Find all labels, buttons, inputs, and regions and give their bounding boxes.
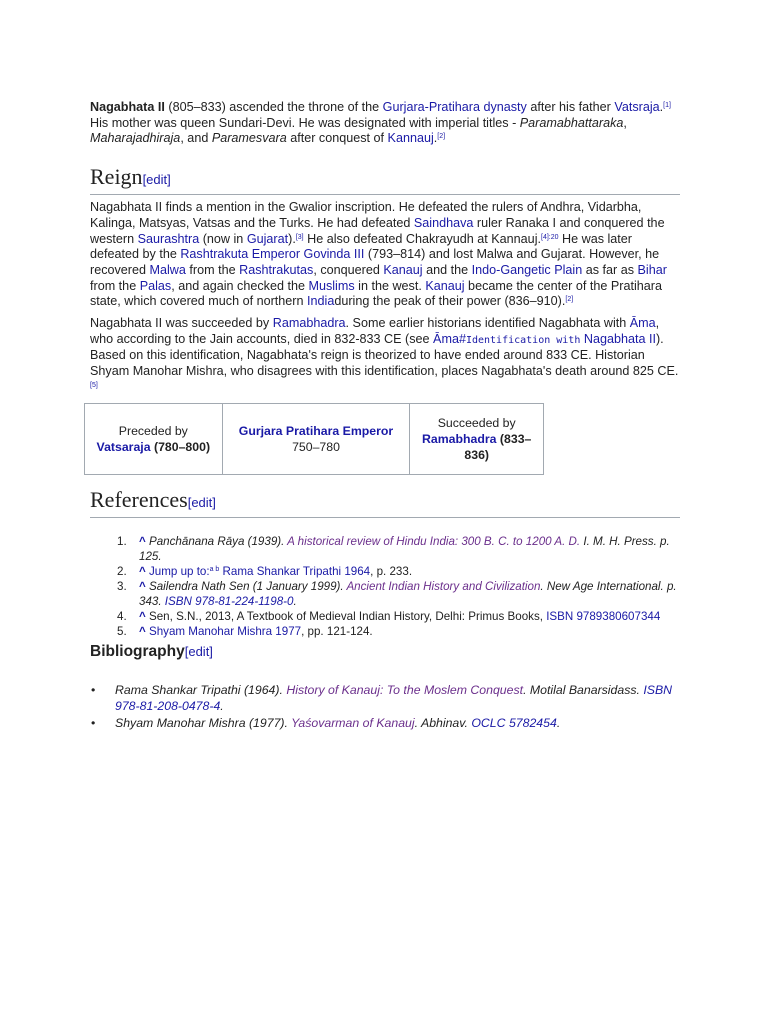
citation-3[interactable]: [3]	[295, 233, 304, 241]
bib-link-history-of-kanauj[interactable]: History of Kanauj: To the Moslem Conquest	[286, 682, 524, 697]
bibliography-item: • Rama Shankar Tripathi (1964). History of Kanauj: To the Moslem Conquest. Motilal Banarsidass. ISBN 978-81-208-0478-4.	[91, 682, 673, 714]
link-vatsaraja[interactable]: Vatsaraja	[96, 439, 151, 454]
reference-item: 4. ^ Sen, S.N., 2013, A Textbook of Medieval Indian History, Delhi: Primus Books, ISBN 9789380607344	[117, 609, 661, 623]
citation-2b[interactable]: [2]	[565, 296, 574, 304]
link-vatsraja[interactable]: Vatsraja	[614, 100, 660, 114]
link-kannauj[interactable]: Kannauj	[387, 131, 434, 146]
link-indo-gangetic-plain[interactable]: Indo-Gangetic Plain	[471, 262, 583, 277]
link-gurjara-pratihara-emperor[interactable]: Gurjara Pratihara Emperor	[238, 423, 394, 438]
references-edit-link[interactable]: [edit]	[187, 494, 216, 510]
link-ama[interactable]: Āma	[629, 316, 656, 331]
reference-item: 2. ^ Jump up to:$^{a b}$ Rama Shankar Tripathi 1964, p. 233.	[117, 564, 413, 578]
backlink-caret[interactable]: ^	[139, 534, 146, 548]
link-saindhava[interactable]: Saindhava	[413, 215, 474, 230]
succeeded-by-cell: Succeeded by Ramabhadra (833–836)	[410, 403, 544, 474]
references-heading: References[edit]	[90, 487, 680, 518]
reign-edit-link[interactable]: [edit]	[142, 172, 171, 188]
link-muslims[interactable]: Muslims	[308, 278, 355, 293]
isbn-number-link[interactable]: ISBN 9789380607344	[546, 609, 661, 623]
citation-4[interactable]: [4]:20	[541, 233, 559, 241]
citation-1[interactable]: [1]	[663, 102, 671, 109]
reference-item: 1. ^ Panchānana Rāya (1939). A historical review of Hindu India: 300 B. C. to 1200 A. D. I. M. H. Press. p. 125.	[117, 534, 670, 563]
link-gurjara-pratihara-dynasty[interactable]: Gurjara-Pratihara dynasty	[382, 100, 527, 114]
link-saurashtra[interactable]: Saurashtra	[137, 231, 200, 246]
ref-link-ancient-indian-history[interactable]: Ancient Indian History and Civilization	[346, 579, 541, 593]
isbn-number-link[interactable]: 978-81-208-0478-4	[115, 699, 221, 714]
isbn-number-link[interactable]: 978-81-224-1198-0	[191, 594, 294, 608]
link-kanauj-2[interactable]: Kanauj	[425, 278, 465, 293]
reign-heading: Reign[edit]	[90, 164, 680, 195]
reference-item: 5. ^ Shyam Manohar Mishra 1977, pp. 121-124.	[117, 624, 373, 638]
ref-link-historical-review[interactable]: A historical review of Hindu India: 300 B. C. to 1200 A. D.	[287, 534, 581, 548]
link-rashtrakutas[interactable]: Rashtrakutas	[239, 262, 314, 277]
backlinks-ab[interactable]: a b	[209, 565, 220, 573]
link-govinda-iii[interactable]: Rashtrakuta Emperor Govinda III	[180, 247, 365, 262]
backlink-caret[interactable]: ^	[139, 579, 146, 593]
oclc-number-link[interactable]: 5782454	[505, 715, 557, 730]
oclc-link[interactable]: OCLC	[471, 715, 506, 730]
intro-paragraph: Nagabhata II (805–833) ascended the throne of the Gurjara-Pratihara dynasty after his father Vatsraja.[1] His mother was queen Sundari-Devi. He was designated with imperial titles - Paramabhattaraka, Maharajadhiraja, and Paramesvara after conquest of Kannauj.[2]	[90, 100, 671, 146]
citation-5[interactable]: [5]	[90, 381, 98, 389]
link-palas[interactable]: Palas	[139, 278, 172, 293]
article-subject: Nagabhata II	[90, 100, 165, 114]
link-bihar[interactable]: Bihar	[637, 262, 667, 277]
succession-box	[84, 403, 544, 475]
backlink-caret[interactable]: ^	[139, 609, 146, 623]
citation-2[interactable]: [2]	[437, 133, 446, 141]
backlink-caret[interactable]: ^	[139, 564, 146, 578]
reference-item: 3. ^ Sailendra Nath Sen (1 January 1999). Ancient Indian History and Civilization. New Age International. p. 343. ISBN 978-81-224-1198-0.	[117, 579, 677, 608]
jump-up-link[interactable]: Jump up to:	[145, 564, 210, 578]
article-body	[90, 100, 680, 731]
bibliography-list	[90, 682, 680, 732]
references-list	[90, 534, 680, 639]
backlink-caret[interactable]: ^	[139, 624, 146, 638]
link-malwa[interactable]: Malwa	[149, 262, 186, 277]
bibliography-item: • Shyam Manohar Mishra (1977). Yaśovarman of Kanauj. Abhinav. OCLC 5782454.	[91, 715, 561, 730]
link-gujarat[interactable]: Gujarat	[246, 231, 289, 246]
reign-paragraph-1: Nagabhata II finds a mention in the Gwalior inscription. He defeated the rulers of Andhra, Vidarbha, Kalinga, Matsyas, Vatsas and the Turks. He had defeated Saindhava ruler Ranaka I and conquered the western Saurashtra (now in Gujarat).[3] He also defeated Chakrayudh at Kannauj.$^{[4]:20}$ He was later defeated by the Rashtrakuta Emperor Govinda III (793–814) and lost Malwa and Gujarat. However, he recovered Malwa from the Rashtrakutas, conquered Kanauj and the Indo-Gangetic Plain as far as Bihar from the Palas, and again checked the Muslims in the west. Kanauj became the center of the Pratihara state, which covered much of northern Indiaduring the peak of their power (836–910).[2]	[90, 200, 667, 309]
link-ramabhadra-succ[interactable]: Ramabhadra	[422, 431, 497, 446]
link-ama-identification[interactable]: Āma#Identification with Nagabhata II	[433, 331, 656, 346]
bib-link-yasovarman[interactable]: Yaśovarman of Kanauj	[291, 715, 415, 730]
isbn-link[interactable]: ISBN	[164, 594, 192, 608]
isbn-link[interactable]: ISBN	[643, 682, 673, 697]
title-cell: Gurjara Pratihara Emperor 750–780	[222, 403, 410, 474]
link-ramabhadra[interactable]: Ramabhadra	[272, 316, 346, 331]
ref-link-tripathi-1964[interactable]: Rama Shankar Tripathi 1964	[219, 564, 371, 578]
ref-link-mishra-1977[interactable]: Shyam Manohar Mishra 1977	[145, 624, 302, 638]
reign-paragraph-2: Nagabhata II was succeeded by Ramabhadra. Some earlier historians identified Nagabhata with Āma, who according to the Jain accounts, died in 832-833 CE (see Āma#Identification with Nagabhata II). Based on this identification, Nagabhata's reign is theorized to have ended around 833 CE. Historian Shyam Manohar Mishra, who disagrees with this identification, places Nagabhata's death around 825 CE.[5]	[90, 316, 679, 389]
bibliography-heading: Bibliography[edit]	[90, 642, 213, 660]
link-india[interactable]: India	[307, 294, 335, 309]
link-kanauj[interactable]: Kanauj	[383, 262, 423, 277]
preceded-by-cell: Preceded by Vatsaraja (780–800)	[85, 403, 223, 474]
bibliography-edit-link[interactable]: [edit]	[184, 643, 213, 659]
